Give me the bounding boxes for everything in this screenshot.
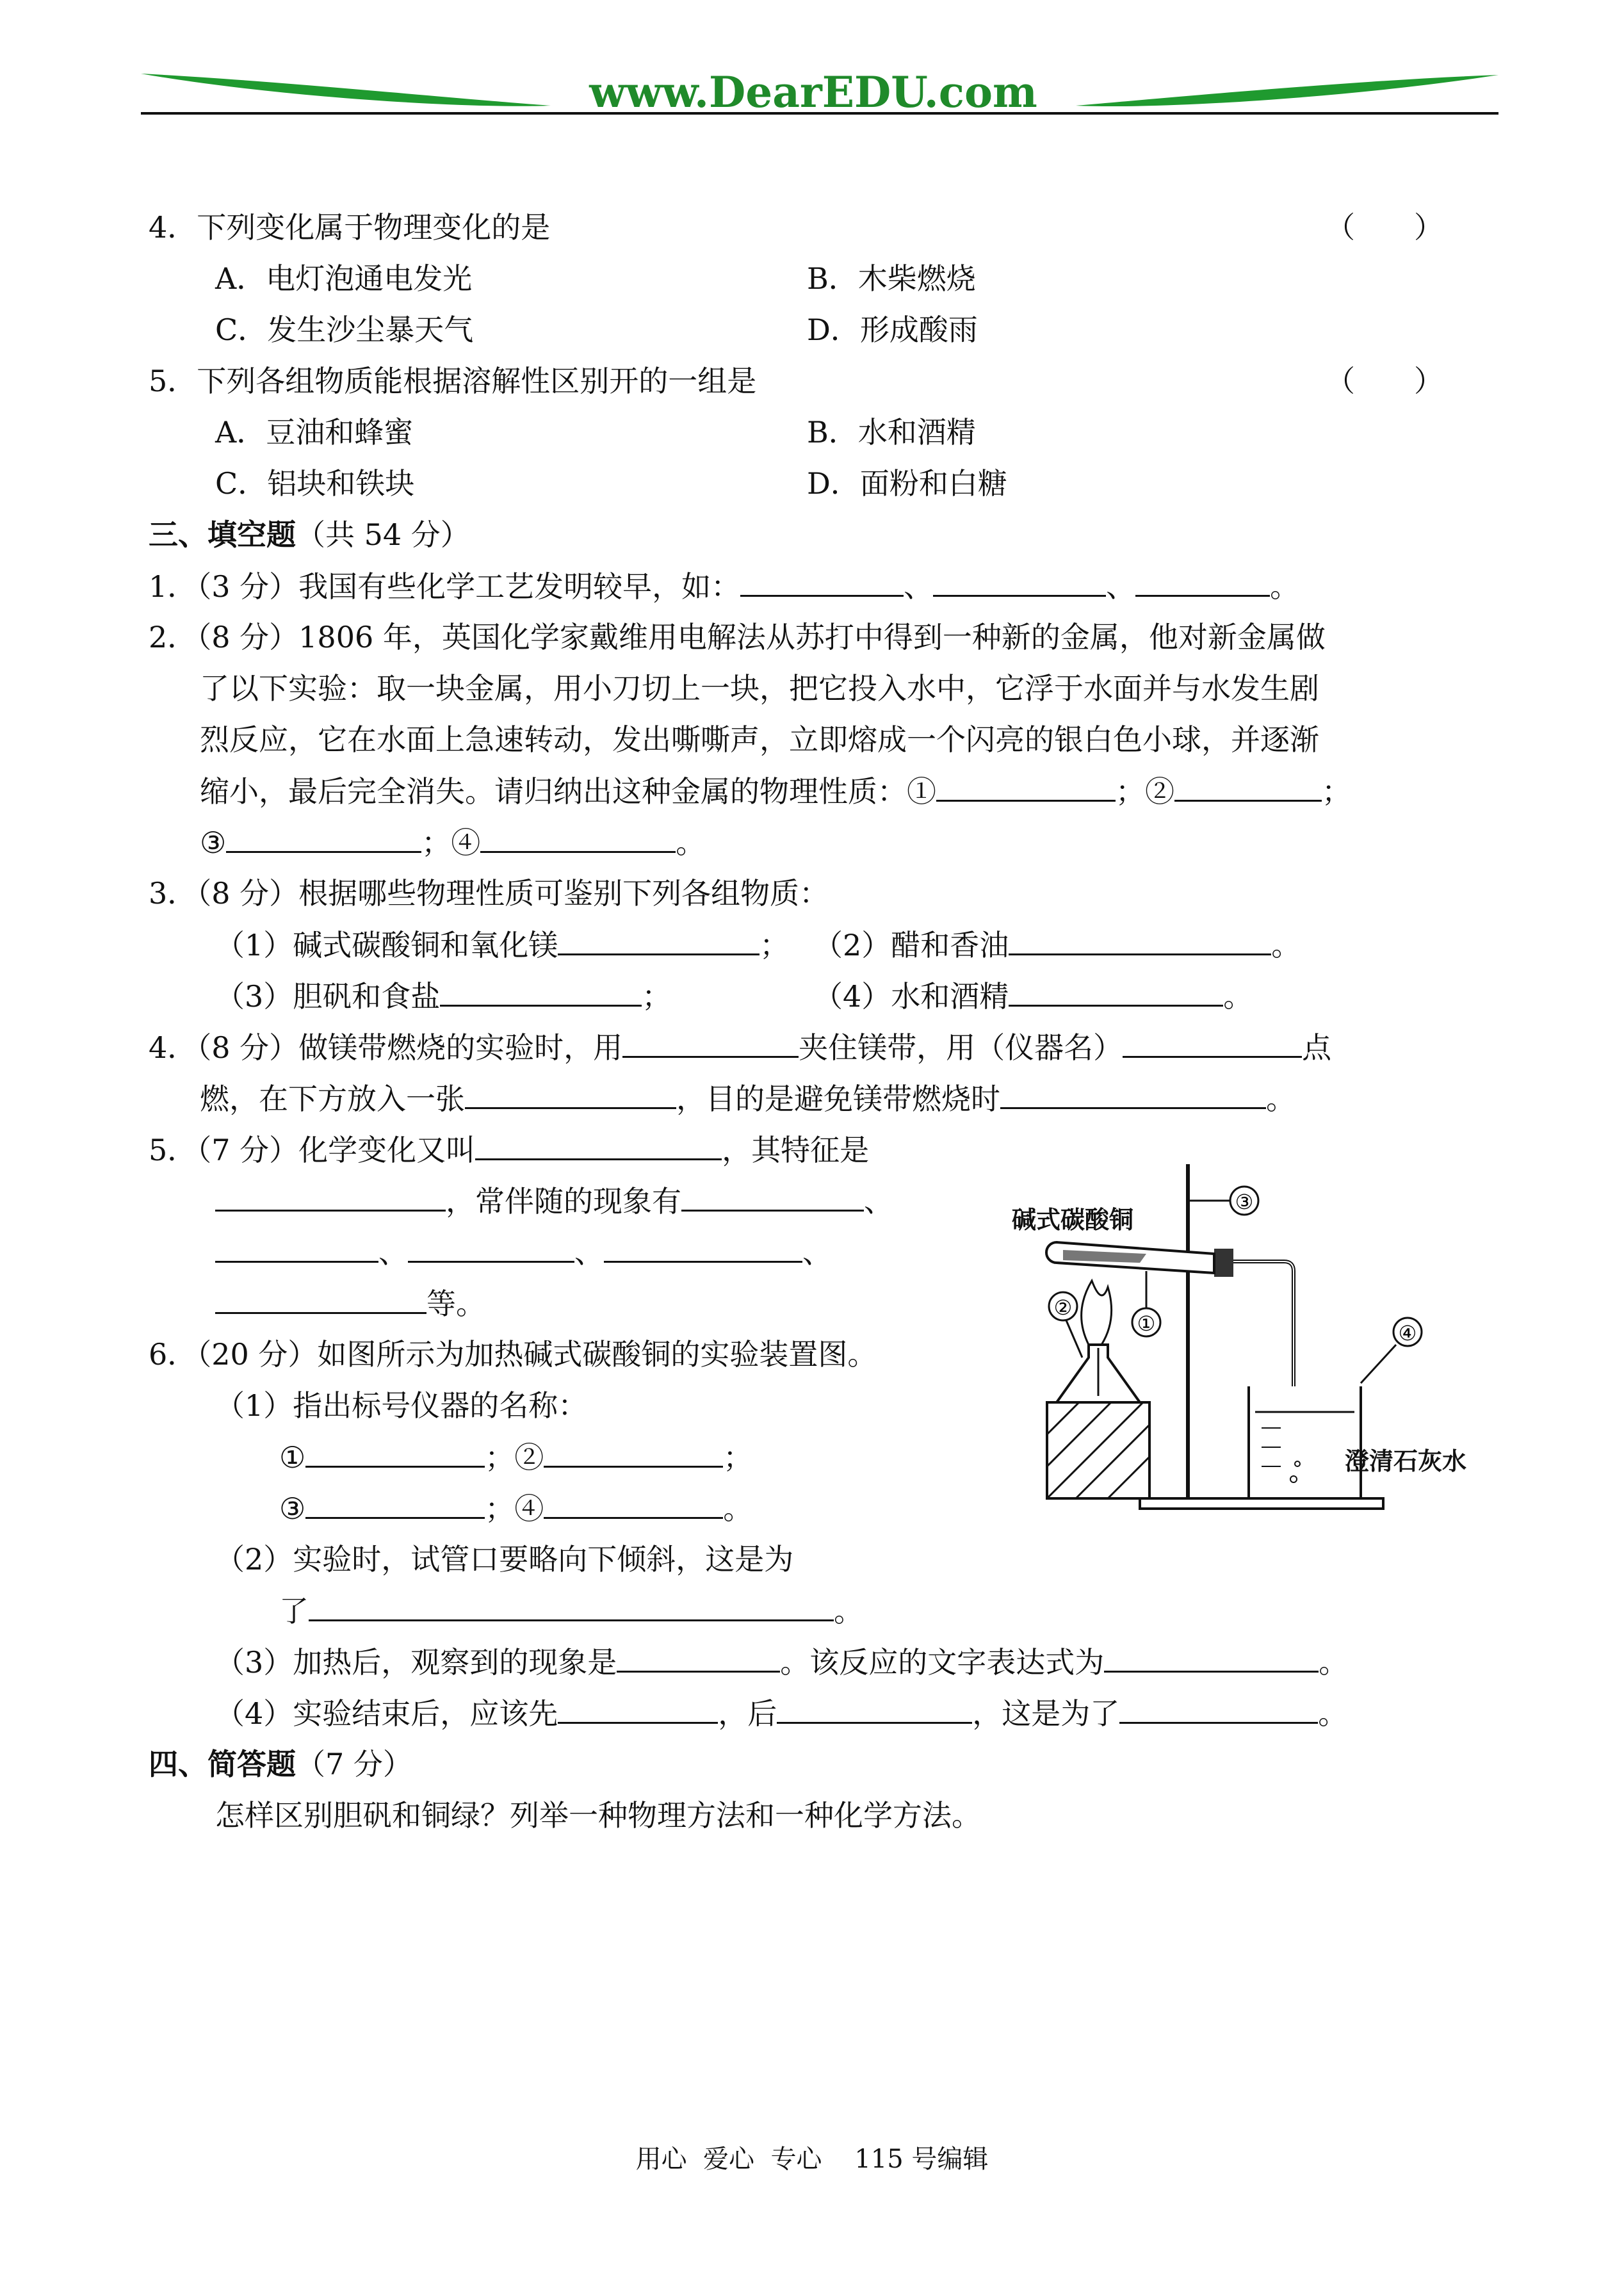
f2-blank-3[interactable] — [226, 823, 421, 853]
q4-option-c[interactable]: C．发生沙尘暴天气 — [215, 312, 474, 347]
f6-sub-1-row-1: ① ；② ； — [279, 1438, 752, 1477]
f5-blank-6[interactable] — [604, 1233, 802, 1263]
q4-answer-paren[interactable]: （ ） — [1326, 210, 1443, 245]
f6-sub-2-line-1: （2）实验时，试管口要略向下倾斜，这是为 — [215, 1542, 794, 1577]
q4-option-a[interactable]: A．电灯泡通电发光 — [215, 261, 473, 296]
marker-3: ③ — [1235, 1190, 1254, 1214]
f2-blank-4[interactable] — [480, 823, 676, 853]
f6-sub-1: （1）指出标号仪器的名称： — [215, 1388, 588, 1423]
f1-blank-2[interactable] — [933, 567, 1106, 597]
q4-option-d[interactable]: D．形成酸雨 — [807, 312, 978, 347]
f6-sub-4: （4）实验结束后，应该先 ，后 ，这是为了 。 — [215, 1694, 1347, 1733]
f5-blank-5[interactable] — [408, 1233, 574, 1263]
section4-heading: 四、简答题（7 分） — [149, 1747, 412, 1781]
q5-option-b[interactable]: B．水和酒精 — [807, 415, 976, 450]
q5-stem: 5．下列各组物质能根据溶解性区别开的一组是 — [149, 364, 757, 398]
f2-blank-1[interactable] — [936, 772, 1116, 802]
f1-line: 1．（3 分）我国有些化学工艺发明较早，如： 、 、 。 — [149, 567, 1299, 606]
f6-blank-5[interactable] — [309, 1591, 834, 1621]
f4-line-2: 燃，在下方放入一张 ，目的是避免镁带燃烧时 。 — [200, 1079, 1295, 1118]
label-limewater: 澄清石灰水 — [1345, 1447, 1467, 1475]
f6-blank-3[interactable] — [305, 1489, 485, 1519]
f1-blank-3[interactable] — [1135, 567, 1270, 597]
f3-stem: 3．（8 分）根据哪些物理性质可鉴别下列各组物质： — [149, 876, 829, 911]
f5-blank-4[interactable] — [215, 1233, 378, 1263]
marker-2: ② — [1053, 1295, 1073, 1320]
f2-blank-2[interactable] — [1174, 772, 1322, 802]
f5-blank-3[interactable] — [681, 1181, 864, 1212]
f3-item-2: （2）醋和香油 。 — [813, 925, 1301, 964]
f2-line-5: ③ ；④ 。 — [200, 823, 705, 862]
q4-stem: 4．下列变化属于物理变化的是 — [149, 210, 551, 245]
f4-blank-3[interactable] — [465, 1079, 676, 1109]
page-footer: 用心 爱心 专心 115 号编辑 — [635, 2145, 989, 2174]
f5-line-4: 等。 — [215, 1284, 485, 1323]
marker-4: ④ — [1398, 1321, 1417, 1345]
f5-blank-7[interactable] — [215, 1284, 426, 1314]
f3-blank-1[interactable] — [558, 925, 759, 955]
f6-blank-7[interactable] — [1104, 1642, 1319, 1673]
f4-blank-4[interactable] — [1000, 1079, 1266, 1109]
f6-blank-8[interactable] — [558, 1694, 718, 1724]
f3-item-3: （3）胆矾和食盐 ； — [215, 977, 671, 1016]
f6-sub-3: （3）加热后，观察到的现象是 。该反应的文字表达式为 。 — [215, 1642, 1348, 1682]
q5-option-c[interactable]: C．铝块和铁块 — [215, 466, 415, 501]
f5-line-3: 、 、 、 — [215, 1233, 832, 1272]
f5-blank-2[interactable] — [215, 1181, 446, 1212]
f6-sub-1-row-2: ③ ；④ 。 — [279, 1489, 752, 1528]
f2-line-3: 烈反应，它在水面上急速转动，发出嘶嘶声，立即熔成一个闪亮的银白色小球，并逐渐 — [200, 722, 1319, 757]
section3-heading: 三、填空题（共 54 分） — [149, 517, 470, 552]
lab-apparatus-figure — [1012, 1153, 1473, 1524]
f4-line-1: 4．（8 分）做镁带燃烧的实验时，用 夹住镁带，用（仪器名） 点 — [149, 1028, 1331, 1067]
q5-option-a[interactable]: A．豆油和蜂蜜 — [215, 415, 414, 450]
f1-blank-1[interactable] — [740, 567, 904, 597]
f3-blank-4[interactable] — [1009, 977, 1223, 1007]
f6-sub-2-line-2: 了 。 — [279, 1591, 863, 1630]
section4-question: 怎样区别胆矾和铜绿？列举一种物理方法和一种化学方法。 — [215, 1798, 981, 1833]
f2-line-2: 了以下实验：取一块金属，用小刀切上一块，把它投入水中，它浮于水面并与水发生剧 — [200, 671, 1319, 706]
label-reagent: 碱式碳酸铜 — [1012, 1206, 1134, 1234]
f6-blank-10[interactable] — [1119, 1694, 1318, 1724]
q5-answer-paren[interactable]: （ ） — [1326, 364, 1443, 398]
f2-line-1: 2．（8 分）1806 年，英国化学家戴维用电解法从苏打中得到一种新的金属，他对新金属做 — [149, 620, 1326, 654]
f4-blank-2[interactable] — [1123, 1028, 1302, 1058]
f6-blank-2[interactable] — [544, 1438, 723, 1468]
f4-blank-1[interactable] — [622, 1028, 799, 1058]
f6-blank-4[interactable] — [544, 1489, 723, 1519]
f5-line-1: 5．（7 分）化学变化又叫 ，其特征是 — [149, 1130, 869, 1169]
q4-option-b[interactable]: B．木柴燃烧 — [807, 261, 976, 296]
f3-blank-2[interactable] — [1009, 925, 1271, 955]
f3-blank-3[interactable] — [440, 977, 642, 1007]
f6-stem: 6．（20 分）如图所示为加热碱式碳酸铜的实验装置图。 — [149, 1337, 877, 1372]
marker-1: ① — [1137, 1311, 1156, 1336]
q5-option-d[interactable]: D．面粉和白糖 — [807, 466, 1007, 501]
header-banner — [141, 61, 1498, 125]
header-site-text: www.DearEDU.com — [589, 67, 1037, 117]
f5-line-2: ，常伴随的现象有 、 — [215, 1181, 893, 1220]
f3-item-1: （1）碱式碳酸铜和氧化镁 ； — [215, 925, 789, 964]
f6-blank-6[interactable] — [617, 1642, 780, 1673]
f3-item-4: （4）水和酒精 。 — [813, 977, 1253, 1016]
f6-blank-1[interactable] — [305, 1438, 485, 1468]
f2-line-4: 缩小，最后完全消失。请归纳出这种金属的物理性质：① ；② ； — [200, 772, 1351, 811]
f5-blank-1[interactable] — [475, 1130, 722, 1160]
f6-blank-9[interactable] — [777, 1694, 972, 1724]
